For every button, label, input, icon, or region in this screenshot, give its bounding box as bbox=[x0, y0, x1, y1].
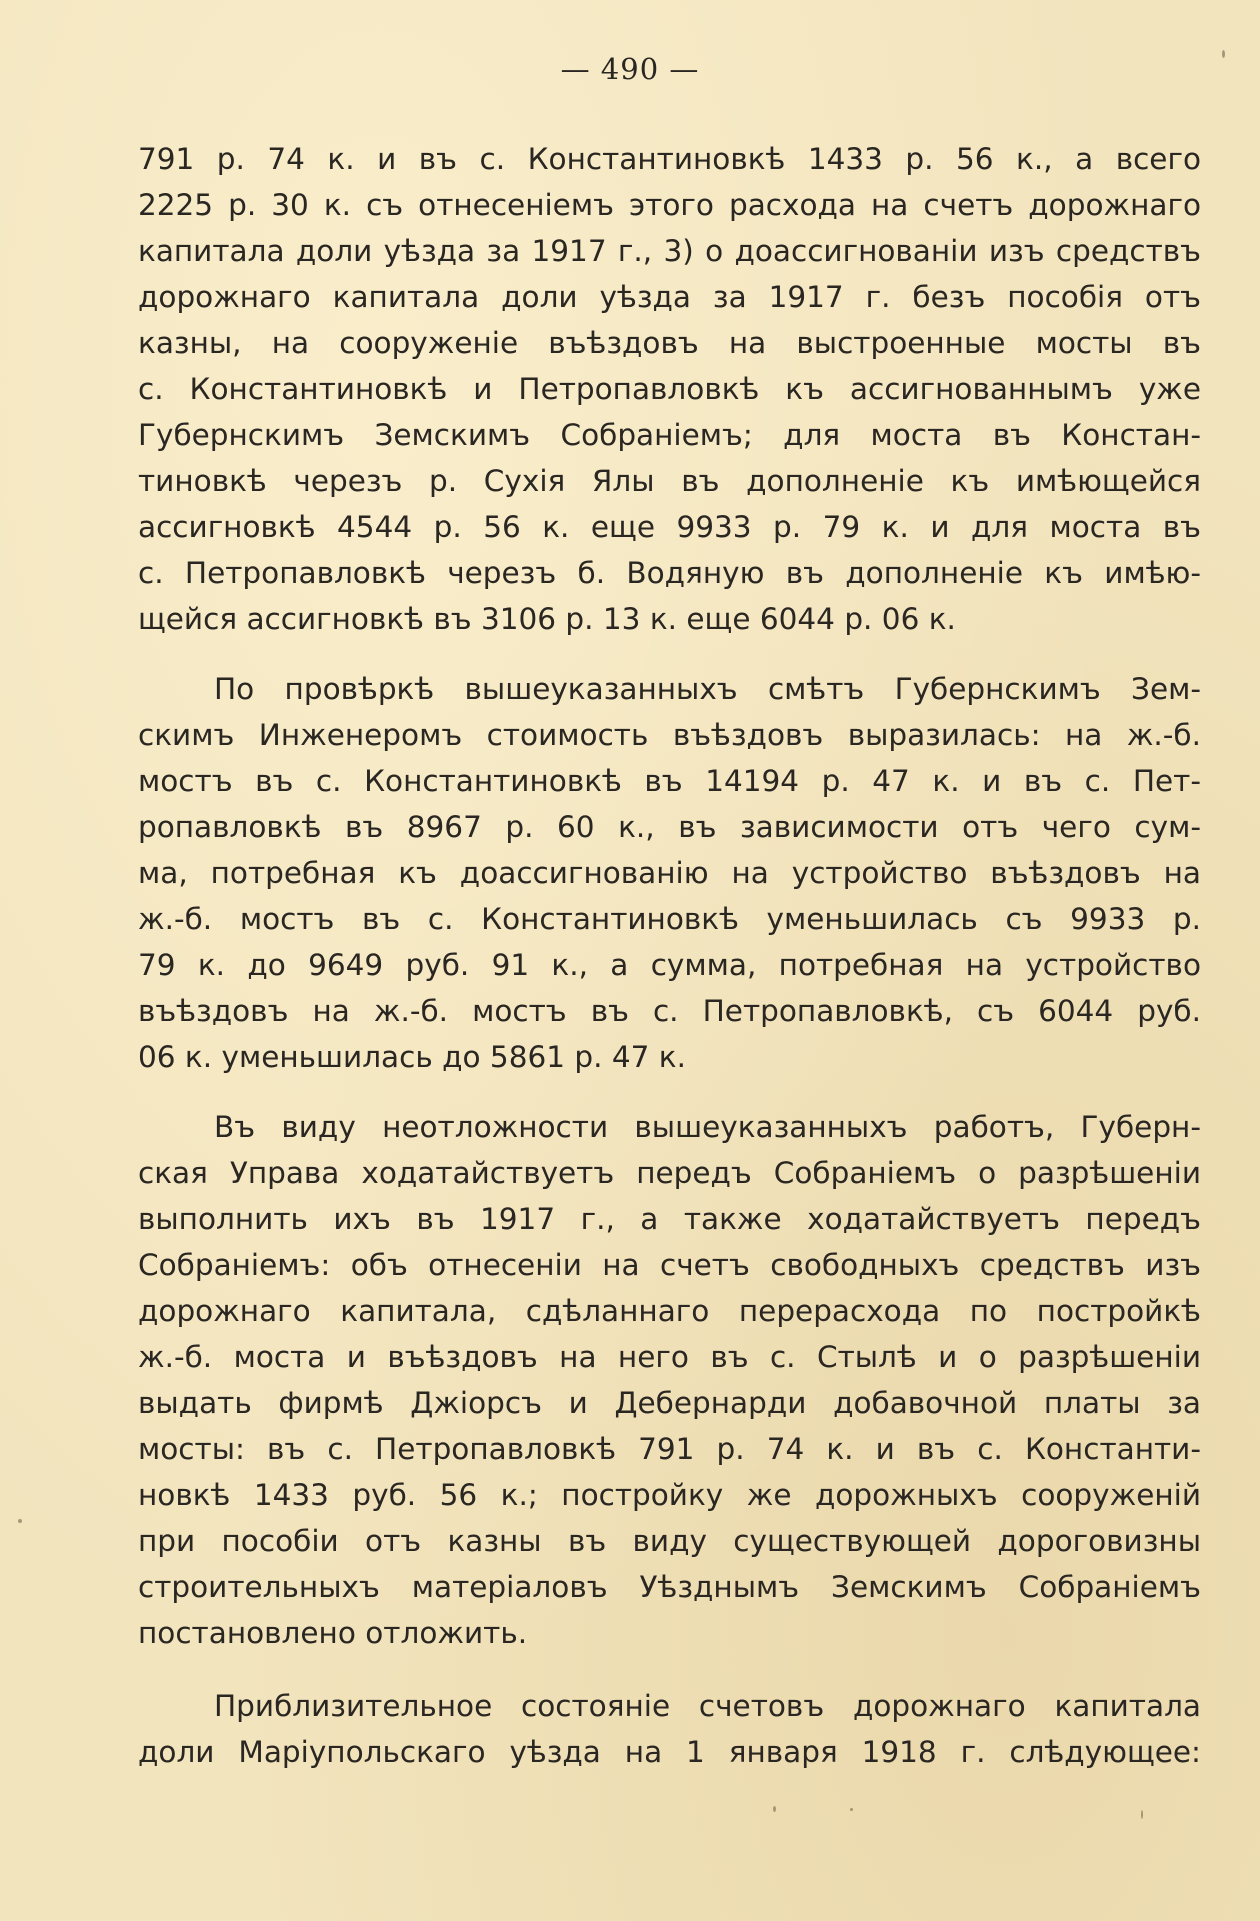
text-line: ская Управа ходатайствуетъ передъ Собраніемъ о разрѣшеніи bbox=[138, 1156, 1201, 1190]
text-line: 06 к. уменьшилась до 5861 р. 47 к. bbox=[138, 1040, 686, 1074]
paper-speck bbox=[850, 1808, 853, 1811]
text-line: Приблизительное состояніе счетовъ дорожнаго капитала bbox=[214, 1689, 1201, 1723]
text-line: постановлено отложить. bbox=[138, 1616, 528, 1650]
paragraph-2 bbox=[138, 666, 1201, 1080]
text-line: мостъ въ с. Константиновкѣ въ 14194 р. 47 к. и въ с. Пет- bbox=[138, 764, 1201, 798]
text-line: тиновкѣ черезъ р. Сухія Ялы въ дополненіе къ имѣющейся bbox=[138, 464, 1201, 498]
text-line: дорожнаго капитала доли уѣзда за 1917 г. безъ пособія отъ bbox=[138, 280, 1201, 314]
page-number: — 490 — bbox=[560, 52, 700, 86]
text-line: ж.-б. моста и въѣздовъ на него въ с. Стылѣ и о разрѣшеніи bbox=[138, 1340, 1201, 1374]
text-line: Въ виду неотложности вышеуказанныхъ работъ, Губерн- bbox=[214, 1110, 1201, 1144]
text-line: Собраніемъ: объ отнесеніи на счетъ свободныхъ средствъ изъ bbox=[138, 1248, 1201, 1282]
paper-speck bbox=[773, 1806, 776, 1812]
paragraph-1 bbox=[138, 136, 1201, 642]
text-line: новкѣ 1433 руб. 56 к.; постройку же дорожныхъ сооруженій bbox=[138, 1478, 1201, 1512]
text-line: ма, потребная къ доассигнованію на устройство въѣздовъ на bbox=[138, 856, 1201, 890]
text-line: с. Петропавловкѣ черезъ б. Водяную въ дополненіе къ имѣю- bbox=[138, 556, 1201, 590]
text-line: выполнить ихъ въ 1917 г., а также ходатайствуетъ передъ bbox=[138, 1202, 1201, 1236]
text-line: казны, на сооруженіе въѣздовъ на выстроенные мосты въ bbox=[138, 326, 1201, 360]
paragraph-4 bbox=[138, 1683, 1201, 1775]
text-line: Губернскимъ Земскимъ Собраніемъ; для моста въ Констан- bbox=[138, 418, 1201, 452]
text-line: щейся ассигновкѣ въ 3106 р. 13 к. еще 6044 р. 06 к. bbox=[138, 602, 956, 636]
text-line: 2225 р. 30 к. съ отнесеніемъ этого расхода на счетъ дорожнаго bbox=[138, 188, 1201, 222]
text-line: 791 р. 74 к. и въ с. Константиновкѣ 1433 р. 56 к., а всего bbox=[138, 142, 1201, 176]
text-line: капитала доли уѣзда за 1917 г., 3) о доассигнованіи изъ средствъ bbox=[138, 234, 1201, 268]
paper-speck bbox=[1141, 1810, 1143, 1819]
paper-speck bbox=[1222, 50, 1225, 58]
text-line: мосты: въ с. Петропавловкѣ 791 р. 74 к. и въ с. Константи- bbox=[138, 1432, 1201, 1466]
text-line: По провѣркѣ вышеуказанныхъ смѣтъ Губернскимъ Зем- bbox=[214, 672, 1201, 706]
text-line: ассигновкѣ 4544 р. 56 к. еще 9933 р. 79 к. и для моста въ bbox=[138, 510, 1201, 544]
text-line: ропавловкѣ въ 8967 р. 60 к., въ зависимости отъ чего сум- bbox=[138, 810, 1201, 844]
text-line: доли Маріупольскаго уѣзда на 1 января 1918 г. слѣдующее: bbox=[138, 1735, 1201, 1769]
text-line: строительныхъ матеріаловъ Уѣзднымъ Земскимъ Собраніемъ bbox=[138, 1570, 1201, 1604]
text-line: с. Константиновкѣ и Петропавловкѣ къ ассигнованнымъ уже bbox=[138, 372, 1201, 406]
text-line: выдать фирмѣ Джіорсъ и Дебернарди добавочной платы за bbox=[138, 1386, 1201, 1420]
text-line: скимъ Инженеромъ стоимость въѣздовъ выразилась: на ж.-б. bbox=[138, 718, 1201, 752]
paper-speck bbox=[18, 1519, 22, 1523]
paragraph-3 bbox=[138, 1104, 1201, 1656]
text-line: при пособіи отъ казны въ виду существующей дороговизны bbox=[138, 1524, 1201, 1558]
text-line: ж.-б. мостъ въ с. Константиновкѣ уменьшилась съ 9933 р. bbox=[138, 902, 1201, 936]
text-line: дорожнаго капитала, сдѣланнаго перерасхода по постройкѣ bbox=[138, 1294, 1201, 1328]
text-line: въѣздовъ на ж.-б. мостъ въ с. Петропавловкѣ, съ 6044 руб. bbox=[138, 994, 1201, 1028]
text-line: 79 к. до 9649 руб. 91 к., а сумма, потребная на устройство bbox=[138, 948, 1201, 982]
